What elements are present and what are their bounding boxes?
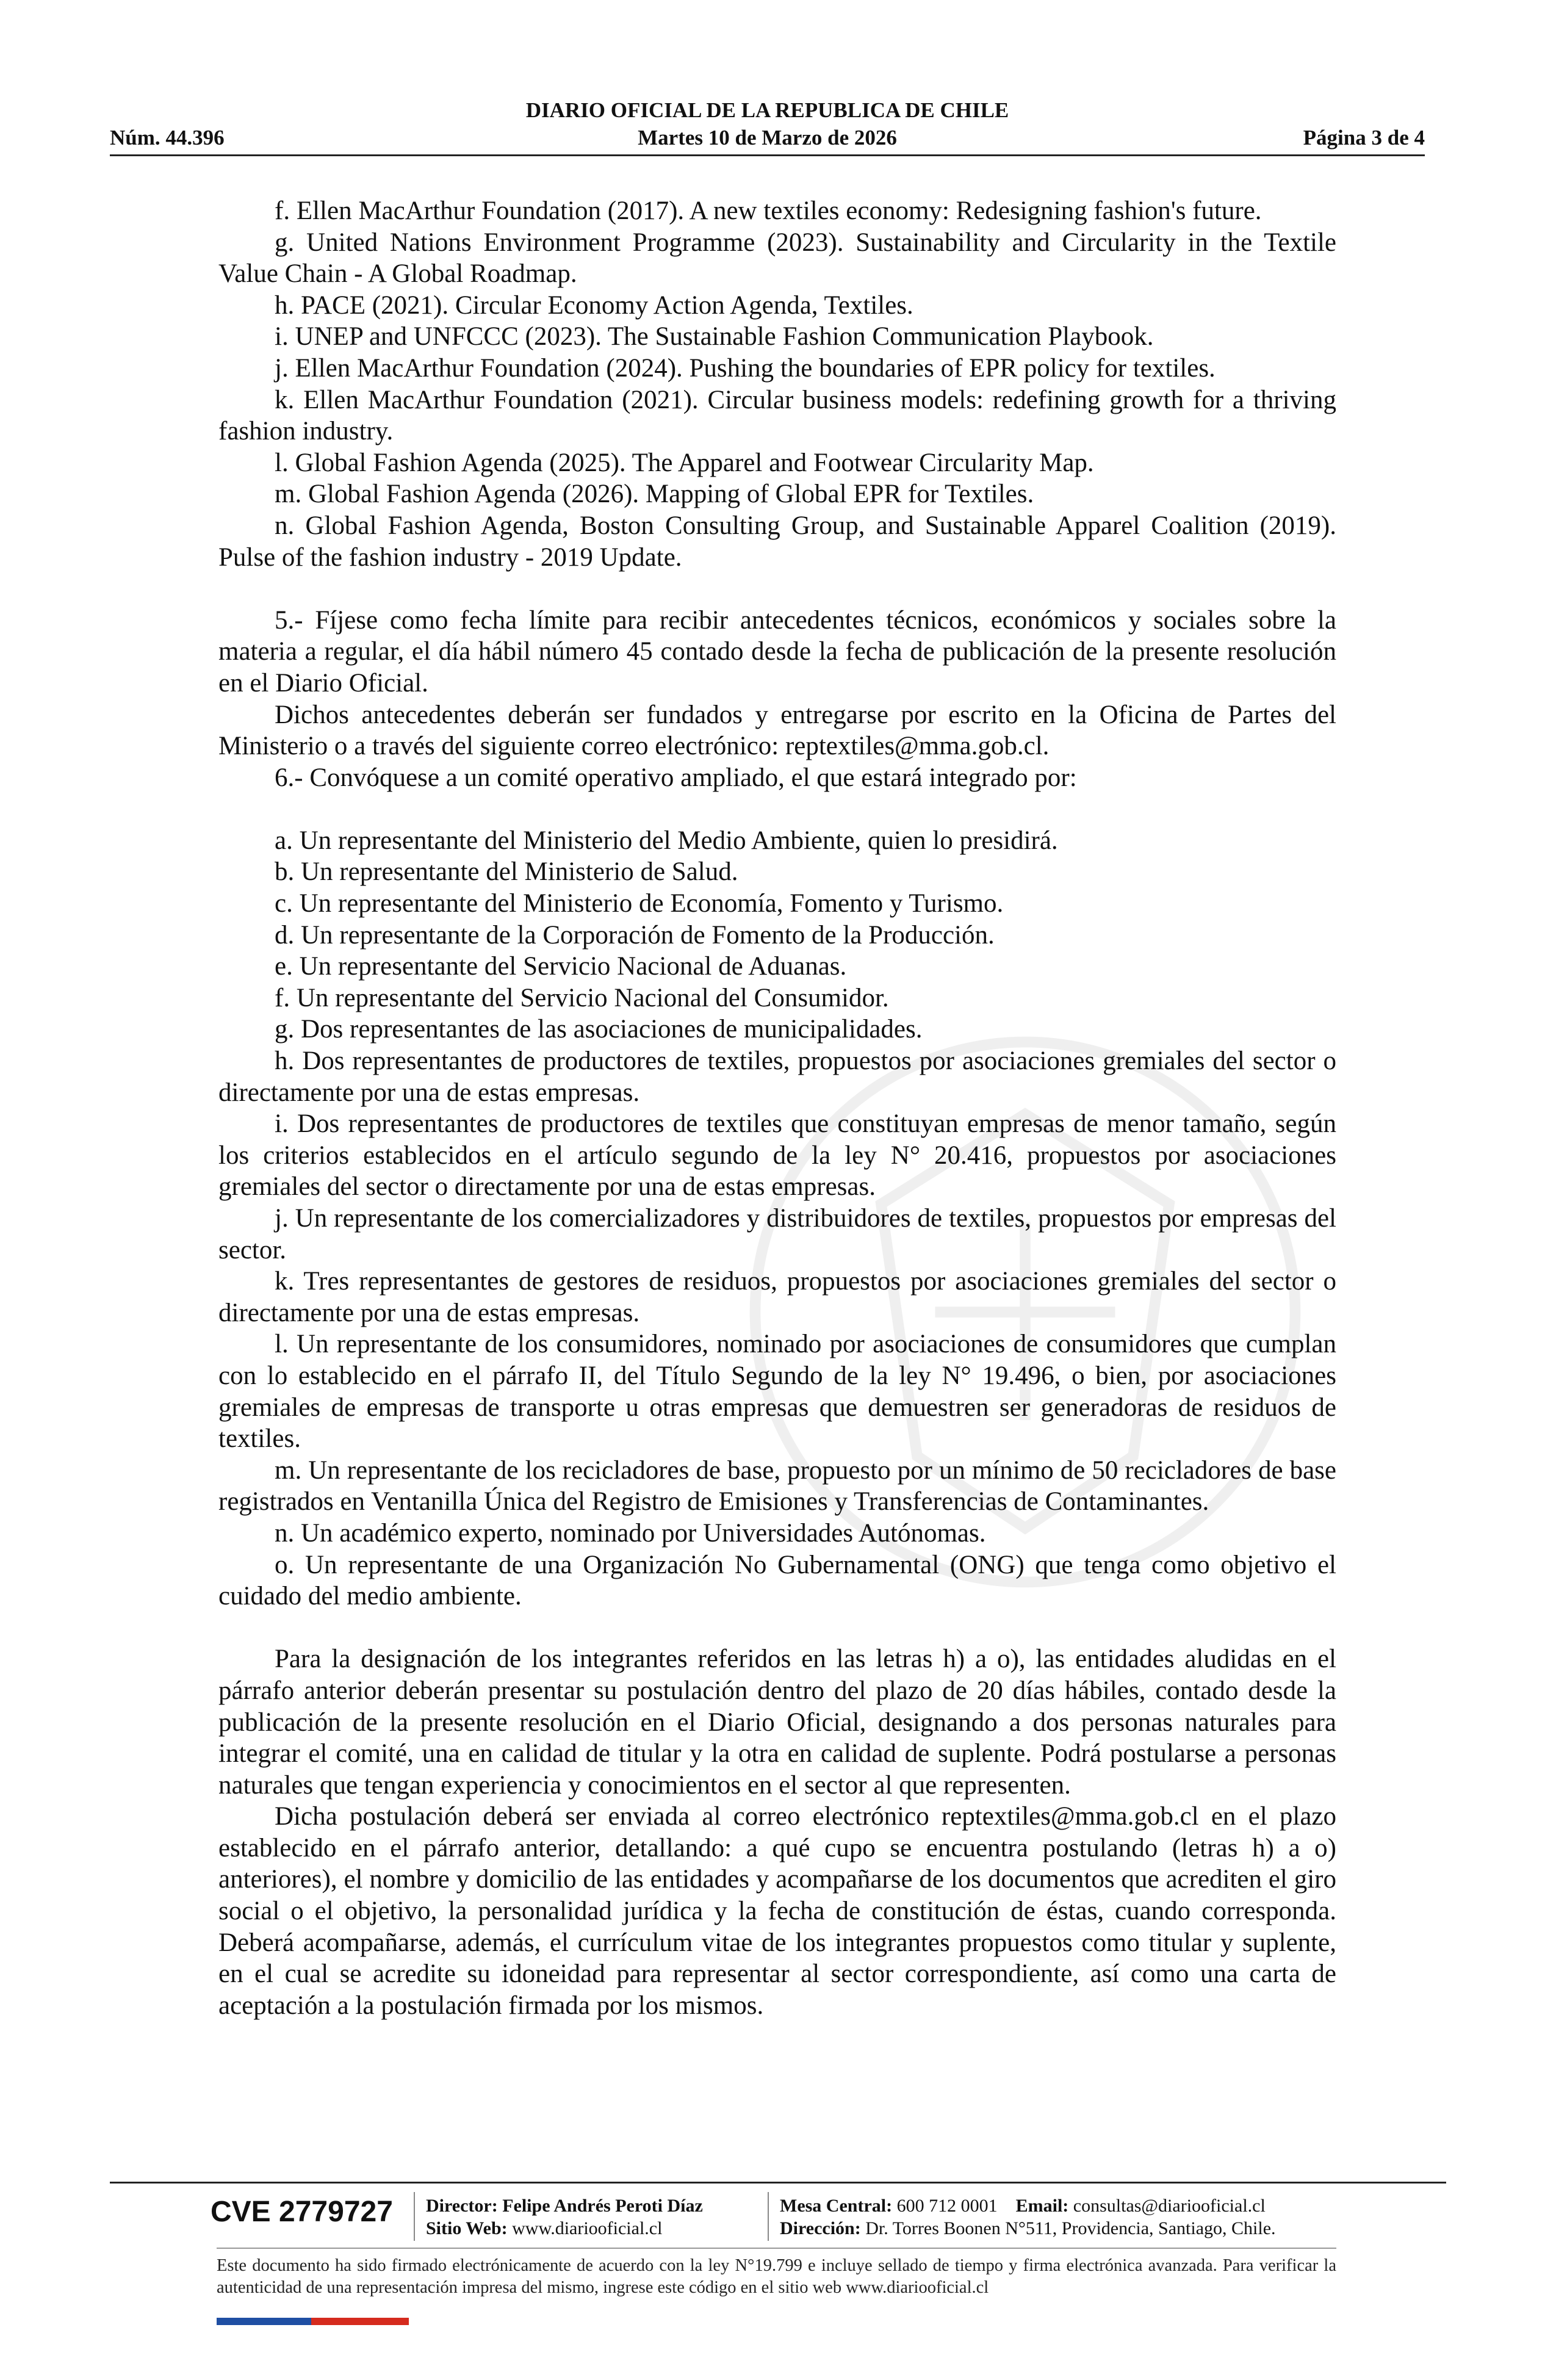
paragraph-spacer: [218, 793, 1336, 825]
committee-member-h: h. Dos representantes de productores de textiles, propuestos por asociaciones gremiales del sector o directamente por una de estas empresas.: [218, 1047, 1336, 1107]
footer-inner-divider: [217, 2248, 1336, 2249]
reference-m: m. Global Fashion Agenda (2026). Mapping of Global EPR for Textiles.: [275, 480, 1034, 509]
reference-n: n. Global Fashion Agenda, Boston Consulting Group, and Sustainable Apparel Coalition (2019). Pulse of the fashion industry - 2019 Update.: [218, 511, 1336, 572]
issue-number: Núm. 44.396: [110, 126, 225, 150]
reference-h: h. PACE (2021). Circular Economy Action Agenda, Textiles.: [275, 290, 913, 320]
director-label: Director:: [426, 2196, 498, 2216]
address-value: Dr. Torres Boonen N°511, Providencia, Santiago, Chile.: [865, 2218, 1276, 2238]
footer-contact-block: [780, 2194, 1276, 2240]
committee-member-g: g. Dos representantes de las asociaciones de municipalidades.: [275, 1015, 923, 1044]
mesa-label: Mesa Central:: [780, 2196, 893, 2216]
paragraph-spacer: [218, 573, 1336, 605]
email-link[interactable]: consultas@diariooficial.cl: [1073, 2196, 1266, 2216]
committee-member-a: a. Un representante del Ministerio del Medio Ambiente, quien lo presidirá.: [275, 826, 1058, 855]
committee-member-k: k. Tres representantes de gestores de residuos, propuestos por asociaciones gremiales del sector o directamente por una de estas empresas.: [218, 1267, 1336, 1327]
footer-separator: [768, 2192, 769, 2241]
committee-member-l: l. Un representante de los consumidores, nominado por asociaciones de consumidores que cumplan con lo establecido en el párrafo II, del Título Segundo de la ley N° 19.496, o bien, por asociaciones gremiales de empresas de transporte u otras empresas que demuestren ser generadoras de residuos de textiles.: [218, 1330, 1336, 1454]
flag-blue-segment: [217, 2318, 311, 2325]
committee-member-f: f. Un representante del Servicio Nacional del Consumidor.: [275, 983, 889, 1012]
newspaper-title: DIARIO OFICIAL DE LA REPUBLICA DE CHILE: [525, 98, 1009, 122]
designation-paragraph: Para la designación de los integrantes referidos en las letras h) a o), las entidades aludidas en el párrafo anterior deberán presentar su postulación dentro del plazo de 20 días hábiles, contado desde la publicación de la presente resolución en el Diario Oficial, designando a dos personas naturales para integrar el comité, una en calidad de titular y la otra en calidad de suplente. Podrá postularse a personas naturales que tengan experiencia y conocimientos en el sector al que representen.: [218, 1645, 1336, 1800]
footer-separator: [414, 2192, 415, 2241]
committee-member-o: o. Un representante de una Organización No Gubernamental (ONG) que tenga como objetivo el cuidado del medio ambiente.: [218, 1550, 1336, 1611]
committee-member-i: i. Dos representantes de productores de textiles que constituyan empresas de menor tamaño, según los criterios establecidos en el artículo segundo de la ley N° 20.416, propuestos por asociaciones gremiales del sector o directamente por una de estas empresas.: [218, 1109, 1336, 1202]
reference-g: g. United Nations Environment Programme (2023). Sustainability and Circularity in the Textile Value Chain - A Global Roadmap.: [218, 228, 1336, 289]
committee-member-c: c. Un representante del Ministerio de Economía, Fomento y Turismo.: [275, 889, 1004, 918]
mesa-phone: 600 712 0001: [896, 2196, 998, 2216]
reference-f: f. Ellen MacArthur Foundation (2017). A new textiles economy: Redesigning fashion's future.: [275, 197, 1262, 225]
reference-k: k. Ellen MacArthur Foundation (2021). Circular business models: redefining growth for a thriving fashion industry.: [218, 385, 1336, 446]
committee-member-m: m. Un representante de los recicladores de base, propuesto por un mínimo de 50 recicladores de base registrados en Ventanilla Única del Registro de Emisiones y Transferencias de Contaminantes.: [218, 1455, 1336, 1516]
director-name: Felipe Andrés Peroti Díaz: [502, 2196, 703, 2216]
committee-member-d: d. Un representante de la Corporación de Fomento de la Producción.: [275, 920, 995, 950]
legal-notice: Este documento ha sido firmado electrónicamente de acuerdo con la ley N°19.799 e incluye sellado de tiempo y firma electrónica avanzada. Para verificar la autenticidad de una representación impresa del mismo, ingrese este código en el sitio web www.diariooficial.cl: [217, 2256, 1336, 2297]
footer-divider: [110, 2182, 1446, 2183]
flag-stripe: [217, 2317, 409, 2324]
flag-red-segment: [311, 2318, 409, 2325]
reference-l: l. Global Fashion Agenda (2025). The Apparel and Footwear Circularity Map.: [275, 448, 1094, 477]
committee-member-n: n. Un académico experto, nominado por Universidades Autónomas.: [275, 1518, 986, 1548]
document-body: [218, 195, 1336, 2021]
article-6: 6.- Convóquese a un comité operativo ampliado, el que estará integrado por:: [275, 763, 1077, 792]
committee-member-j: j. Un representante de los comercializadores y distribuidores de textiles, propuestos por empresas del sector.: [218, 1204, 1336, 1264]
article-5: 5.- Fíjese como fecha límite para recibir antecedentes técnicos, económicos y sociales sobre la materia a regular, el día hábil número 45 contado desde la fecha de publicación de la presente resolución en el Diario Oficial.: [218, 605, 1336, 698]
application-paragraph: Dicha postulación deberá ser enviada al correo electrónico reptextiles@mma.gob.cl en el plazo establecido en el párrafo anterior, detallando: a qué cupo se encuentra postulando (letras h) a o) anteriores), el nombre y domicilio de las entidades y acompañarse de los documentos que acrediten el giro social o el objetivo, la personalidad jurídica y la fecha de constitución de éstas, cuando corresponda. Deberá acompañarse, además, el currículum vitae de los integrantes propuestos como titular y suplente, en el cual se acredite su idoneidad para representar al sector correspondiente, así como una carta de aceptación a la postulación firmada por los mismos.: [218, 1802, 1336, 2020]
header-divider: [110, 154, 1425, 156]
issue-date: Martes 10 de Marzo de 2026: [638, 126, 897, 150]
email-label: Email:: [1015, 2196, 1069, 2216]
footer-director-block: [426, 2194, 703, 2240]
page-header: [110, 96, 1425, 157]
committee-member-e: e. Un representante del Servicio Nacional de Aduanas.: [275, 952, 847, 981]
address-label: Dirección:: [780, 2218, 861, 2238]
paragraph-spacer: [218, 1612, 1336, 1644]
reference-i: i. UNEP and UNFCCC (2023). The Sustainable Fashion Communication Playbook.: [275, 322, 1154, 352]
page-number: Página 3 de 4: [1303, 126, 1425, 150]
site-link[interactable]: www.diariooficial.cl: [512, 2218, 663, 2238]
reference-j: j. Ellen MacArthur Foundation (2024). Pushing the boundaries of EPR policy for textiles.: [275, 353, 1216, 383]
site-label: Sitio Web:: [426, 2218, 508, 2238]
committee-member-b: b. Un representante del Ministerio de Salud.: [275, 857, 738, 887]
cve-code: CVE 2779727: [211, 2196, 393, 2228]
article-5-submission: Dichos antecedentes deberán ser fundados y entregarse por escrito en la Oficina de Partes del Ministerio o a través del siguiente correo electrónico: reptextiles@mma.gob.cl.: [218, 700, 1336, 761]
